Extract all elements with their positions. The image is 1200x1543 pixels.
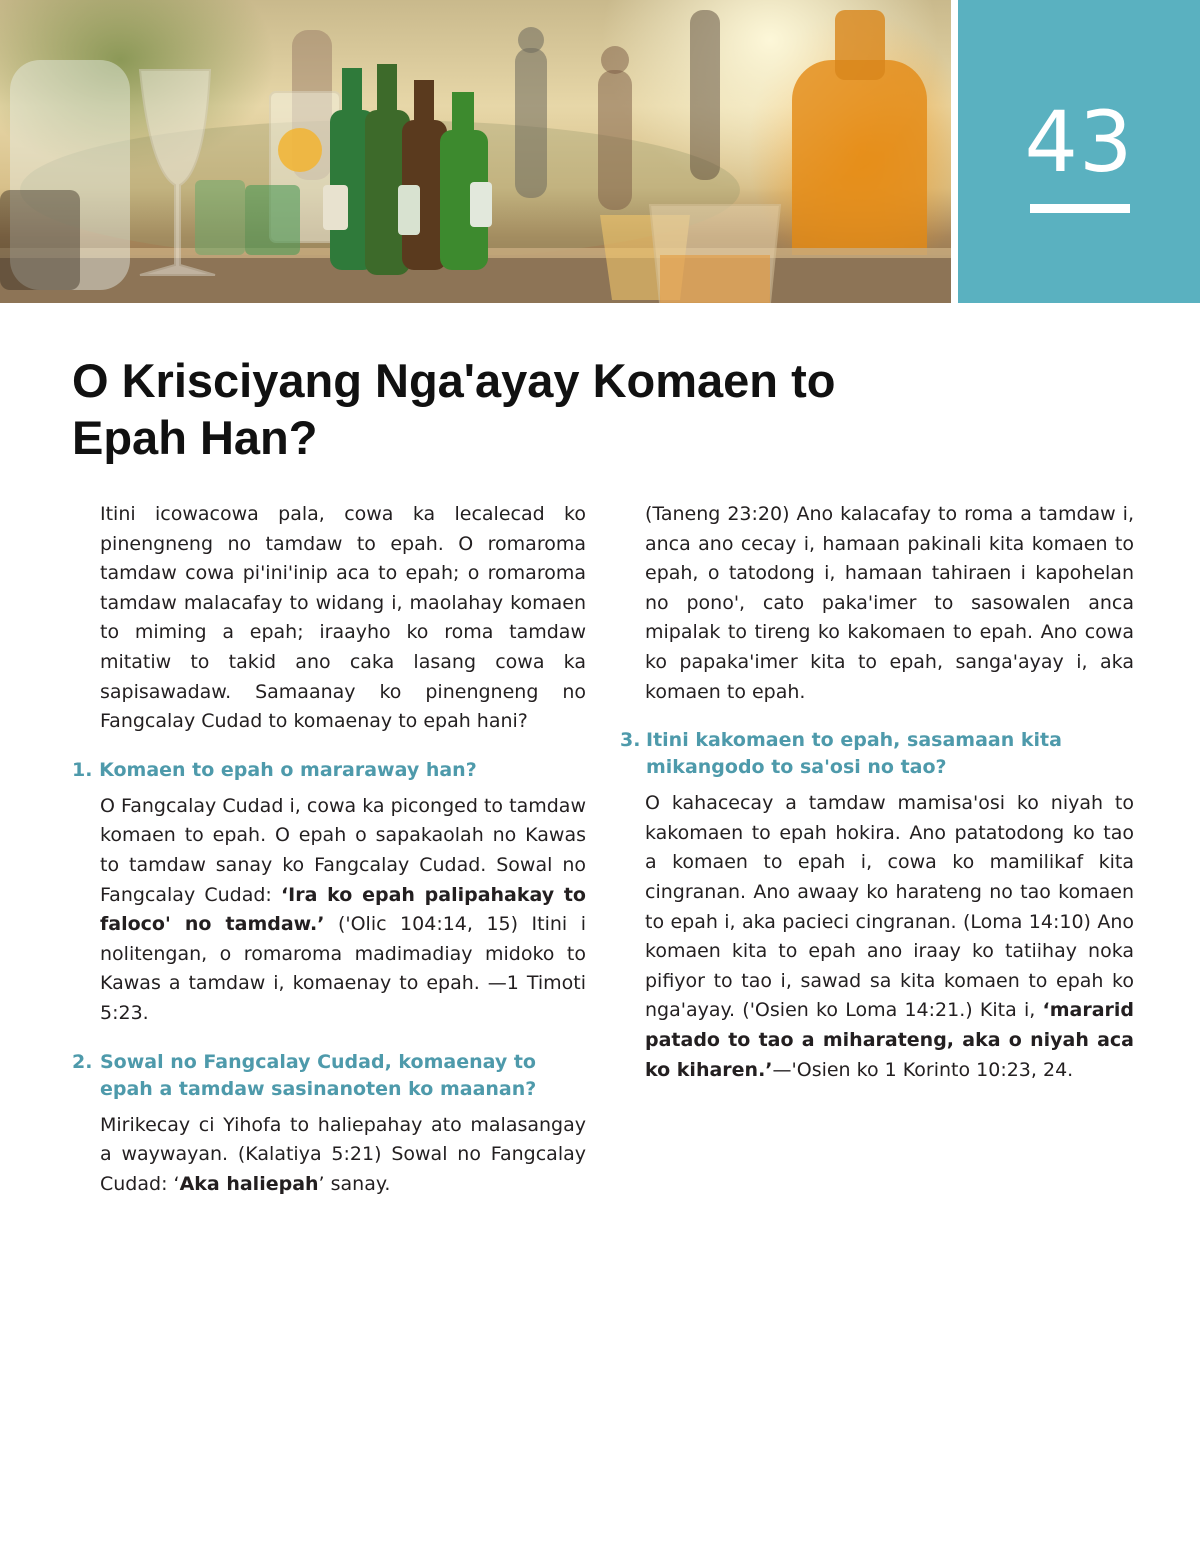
chapter-number: 43 [1024,93,1134,191]
question-text: Sowal no Fangcalay Cudad, komaenay to epah a tamdaw sasinanoten ko maanan? [100,1050,537,1100]
question-1-body [100,792,586,1029]
intro-paragraph: Itini icowacowa pala, cowa ka lecalecad ko pinengneng no tamdaw to epah. O romaroma tamdaw cowa pi'ini'inip aca to epah; o romaroma tamdaw malacafay to widang i, maolahay komaen to miming a epah; iraayho ko roma tamdaw mitatiw to takid ano caka lasang cowa ka sapisawadaw. Samaanay ko pinengneng no Fangcalay Cudad to komaenay to epah hani? [100,503,586,733]
body-text: O Fangcalay Cudad i, cowa ka piconged to tamdaw komaen to epah. O epah o sapakaolah no Kawas to tamdaw sanay ko Fangcalay Cudad. Sowal no Fangcalay Cudad: [100,794,586,906]
question-2-body [100,1111,586,1200]
body-text: ’ sanay. [318,1172,391,1195]
body-text: ('Olic 104:14, 15) Itini i nolitengan, o romaroma madimadiay midoko to Kawas a tamdaw i, komaenay to epah. —1 Timoti 5:23. [100,913,586,1024]
question-2-body-continued: (Taneng 23:20) Ano kalacafay to roma a tamdaw i, anca ano cecay i, hamaan pakinali kita komaen to epah, o tatodong i, hamaan tahiraen i kapohelan no pono', cato paka'imer to sasowalen anca mipalak to tireng ko kakomaen to epah. Ano cowa ko papaka'imer kita to epah, sanga'ayay i, aka komaen to epah. [645,503,1134,703]
question-number: 1. [72,758,93,781]
question-3-heading [620,727,1134,781]
scripture-quote: Aka haliepah [179,1172,319,1195]
body-text: O kahacecay a tamdaw mamisa'osi ko niyah to kakomaen to epah hokira. Ano patatodong ko tao a komaen to epah i, cowa ko mamilikaf kita cingranan. Ano awaay ko harateng no tao komaen to epah i, aka pacieci cingranan. (Loma 14:10) Ano komaen kita to epah ano iraay ko tatiihay noka pifiyor to tao i, sawad sa kita komaen to epah ko nga'ayay. ('Osien ko Loma 14:21.) Kita i, [645,792,1134,1022]
header-photo-illustration [0,0,951,303]
question-text: Komaen to epah o mararaway han? [99,758,477,781]
scripture-quote: ‘Ira ko epah palipahakay to faloco' no tamdaw.’ [100,883,586,936]
question-2-heading [72,1049,586,1103]
scripture-quote: ‘mararid patado to tao a miharateng, aka o niyah aca ko kiharen.’ [645,999,1134,1081]
question-number: 2. [72,1050,93,1073]
question-number: 3. [620,729,641,752]
header-photo [0,0,951,303]
right-column [620,500,1134,1085]
page-title: O Krisciyang Nga'ayay Komaen to Epah Han? [72,354,836,464]
chapter-tab [958,0,1200,303]
body-text: —'Osien ko 1 Korinto 10:23, 24. [772,1058,1074,1081]
question-text: Itini kakomaen to epah, sasamaan kita mikangodo to sa'osi no tao? [646,729,1062,779]
left-column [72,500,586,1199]
question-1-heading [72,757,586,784]
question-3-body [645,789,1134,1085]
body-text: Mirikecay ci Yihofa to haliepahay ato malasangay a waywayan. (Kalatiya 5:21) Sowal no Fangcalay Cudad: ‘ [100,1113,586,1195]
chapter-number-underline [1030,204,1130,213]
